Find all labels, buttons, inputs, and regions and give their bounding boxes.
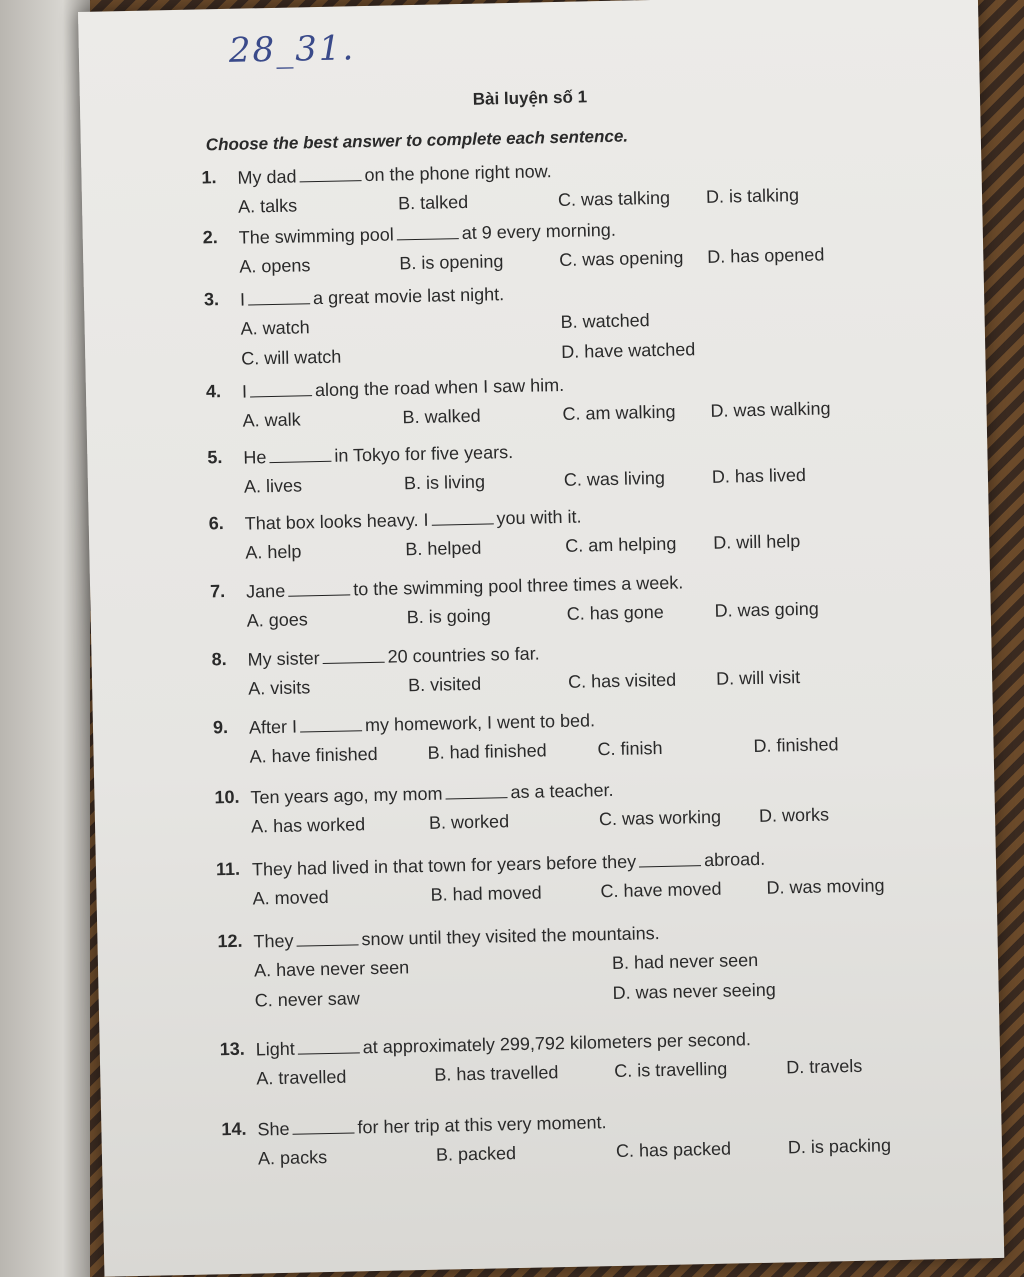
option-c[interactable]: C. is travelling	[614, 1058, 728, 1081]
question-4	[206, 366, 947, 441]
question-13	[220, 1024, 961, 1099]
question-3	[204, 274, 946, 379]
question-number: 13.	[219, 1038, 245, 1060]
option-c[interactable]: C. am helping	[565, 533, 677, 556]
question-text-before: I	[239, 289, 246, 310]
option-c[interactable]: C. has gone	[566, 601, 664, 624]
option-b[interactable]: B. packed	[435, 1143, 517, 1165]
option-c[interactable]: C. was opening	[559, 247, 684, 270]
question-text-before: Light	[255, 1038, 296, 1060]
question-text-after: abroad.	[703, 848, 766, 871]
question-text-before: He	[243, 447, 267, 468]
option-d[interactable]: D. have watched	[561, 339, 696, 362]
option-d[interactable]: D. will help	[713, 530, 801, 553]
question-text-before: I	[241, 381, 248, 402]
question-text-after: 20 countries so far.	[387, 643, 540, 667]
option-a[interactable]: A. have finished	[249, 743, 378, 767]
answer-blank	[269, 445, 331, 463]
question-number: 11.	[215, 858, 241, 880]
question-number: 1.	[201, 167, 217, 188]
option-a[interactable]: A. has worked	[250, 814, 366, 837]
option-b[interactable]: B. visited	[407, 673, 482, 696]
question-number: 10.	[214, 786, 240, 808]
option-b[interactable]: B. worked	[428, 811, 510, 833]
question-text-after: to the swimming pool three times a week.	[352, 572, 684, 600]
option-c[interactable]: C. has packed	[615, 1138, 732, 1161]
question-text-after: on the phone right now.	[364, 161, 552, 186]
question-text-before: That box looks heavy. I	[244, 509, 429, 534]
question-number: 4.	[205, 381, 222, 402]
option-c[interactable]: C. was working	[598, 806, 722, 830]
question-text-after: you with it.	[496, 506, 582, 529]
option-b[interactable]: B. had moved	[430, 882, 542, 905]
option-a[interactable]: A. visits	[247, 677, 311, 699]
option-c[interactable]: C. will watch	[241, 346, 342, 369]
question-number: 3.	[203, 289, 220, 310]
question-text-before: My dad	[237, 166, 297, 188]
option-d[interactable]: D. works	[758, 804, 830, 826]
option-a[interactable]: A. opens	[239, 255, 311, 277]
question-number: 12.	[217, 930, 243, 952]
option-b[interactable]: B. talked	[397, 191, 469, 214]
option-d[interactable]: D. has opened	[707, 244, 825, 267]
question-text-after: my homework, I went to bed.	[364, 710, 596, 736]
answer-blank	[300, 714, 362, 732]
question-11	[216, 844, 957, 919]
question-text-before: The swimming pool	[238, 224, 394, 248]
question-text-before: Jane	[245, 580, 286, 602]
question-text-before: After I	[248, 716, 298, 738]
instruction: Choose the best answer to complete each sentence.	[205, 126, 629, 155]
answer-blank	[322, 646, 384, 664]
option-c[interactable]: C. was talking	[557, 187, 671, 210]
answer-blank	[292, 1116, 354, 1134]
answer-blank	[299, 164, 361, 182]
question-number: 7.	[209, 581, 226, 602]
option-c[interactable]: C. never saw	[254, 988, 360, 1011]
option-b[interactable]: B. had finished	[427, 740, 547, 763]
option-a[interactable]: A. travelled	[256, 1066, 347, 1089]
option-a[interactable]: A. watch	[240, 317, 310, 339]
option-a[interactable]: A. lives	[243, 475, 303, 497]
answer-blank	[431, 507, 493, 525]
question-number: 2.	[202, 227, 218, 248]
option-b[interactable]: B. watched	[560, 310, 650, 332]
option-d[interactable]: D. was moving	[766, 875, 885, 898]
option-b[interactable]: B. helped	[405, 537, 482, 560]
option-a[interactable]: A. packs	[257, 1147, 328, 1169]
question-text-after: in Tokyo for five years.	[334, 441, 514, 466]
question-text-before: She	[257, 1118, 290, 1140]
option-d[interactable]: D. finished	[753, 734, 839, 757]
option-c[interactable]: C. has visited	[567, 669, 677, 692]
option-d[interactable]: D. was going	[714, 598, 819, 621]
page-title: Bài luyện số 1	[472, 87, 588, 109]
question-5	[207, 432, 948, 507]
question-text-before: My sister	[247, 648, 320, 670]
answer-blank	[248, 287, 310, 305]
question-text-before: They	[253, 930, 294, 952]
worksheet-page	[78, 0, 1004, 1277]
option-b[interactable]: B. walked	[402, 405, 481, 428]
question-number: 5.	[207, 447, 223, 468]
option-a[interactable]: A. talks	[237, 195, 298, 217]
question-text-after: at 9 every morning.	[461, 219, 617, 244]
option-b[interactable]: B. is living	[403, 471, 486, 494]
question-6	[209, 498, 950, 573]
option-d[interactable]: D. is talking	[705, 184, 800, 207]
option-a[interactable]: A. goes	[246, 609, 309, 631]
question-text-after: at approximately 299,792 kilometers per second.	[362, 1029, 752, 1058]
question-text-after: a great movie last night.	[312, 284, 505, 309]
answer-blank	[445, 781, 507, 799]
option-b[interactable]: B. had never seen	[611, 949, 759, 974]
question-text-before: They had lived in that town for years before they	[251, 851, 637, 880]
answer-blank	[639, 849, 701, 867]
handwritten-note: 28_31.	[228, 28, 356, 71]
option-d[interactable]: D. will visit	[715, 667, 801, 689]
option-d[interactable]: D. has lived	[711, 464, 807, 487]
question-number: 14.	[221, 1118, 247, 1140]
option-a[interactable]: A. help	[245, 541, 302, 563]
question-text-after: for her trip at this very moment.	[357, 1112, 607, 1138]
option-c[interactable]: C. finish	[597, 737, 663, 760]
option-a[interactable]: A. have never seen	[253, 957, 410, 981]
question-8	[211, 634, 952, 709]
question-14	[221, 1104, 962, 1179]
option-d[interactable]: D. was walking	[710, 398, 831, 421]
option-b[interactable]: B. is opening	[399, 251, 504, 274]
answer-blank	[397, 222, 459, 240]
question-12	[217, 916, 959, 1021]
question-number: 6.	[208, 513, 224, 534]
answer-blank	[250, 379, 312, 397]
question-text-after: along the road when I saw him.	[314, 374, 565, 401]
question-text-after: as a teacher.	[510, 779, 614, 803]
answer-blank	[288, 578, 350, 596]
option-b[interactable]: B. is going	[406, 605, 492, 628]
option-d[interactable]: D. was never seeing	[612, 979, 776, 1004]
option-a[interactable]: A. moved	[252, 886, 329, 909]
option-a[interactable]: A. walk	[242, 409, 301, 431]
question-number: 8.	[211, 649, 227, 670]
option-c[interactable]: C. am walking	[562, 401, 676, 424]
answer-blank	[298, 1036, 360, 1054]
answer-blank	[296, 928, 358, 946]
option-b[interactable]: B. has travelled	[434, 1062, 559, 1085]
option-d[interactable]: D. travels	[786, 1055, 863, 1078]
question-10	[214, 772, 955, 847]
option-c[interactable]: C. was living	[563, 467, 666, 490]
question-7	[210, 566, 951, 641]
question-number: 9.	[212, 717, 229, 738]
question-text-after: snow until they visited the mountains.	[361, 923, 660, 950]
option-d[interactable]: D. is packing	[787, 1135, 892, 1158]
question-text-before: Ten years ago, my mom	[250, 783, 443, 808]
option-c[interactable]: C. have moved	[600, 878, 722, 902]
previous-page-edge	[0, 0, 90, 1277]
question-9	[213, 702, 954, 777]
